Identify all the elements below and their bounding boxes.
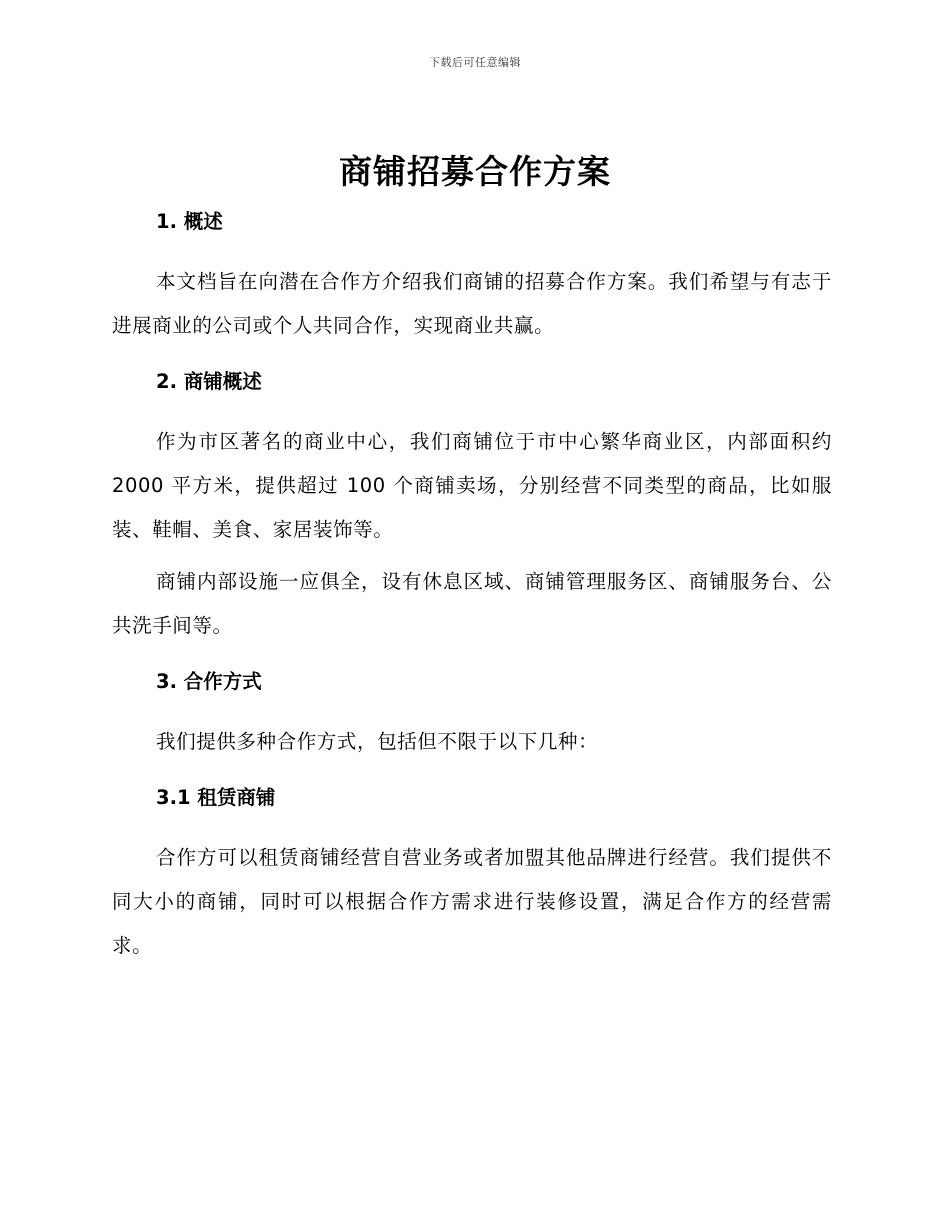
- paragraph: 作为市区著名的商业中心，我们商铺位于市中心繁华商业区，内部面积约 2000 平方米，提供超过 100 个商铺卖场，分别经营不同类型的商品，比如服装、鞋帽、美食、家居装饰等。: [112, 430, 832, 541]
- document-body: [112, 204, 832, 968]
- document-title: 商铺招募合作方案: [339, 152, 611, 191]
- section-heading: 3. 合作方式: [156, 670, 262, 693]
- section-heading: 1. 概述: [156, 210, 223, 233]
- section-overview: [112, 204, 832, 348]
- section-store-overview: [112, 364, 832, 648]
- page-header: 下载后可任意编辑: [429, 56, 521, 69]
- section-lease: [112, 780, 832, 968]
- section-heading: 2. 商铺概述: [156, 370, 262, 393]
- section-cooperation: [112, 664, 832, 764]
- section-heading: 3.1 租赁商铺: [156, 786, 276, 809]
- paragraph: 我们提供多种合作方式，包括但不限于以下几种：: [156, 730, 599, 753]
- paragraph: 商铺内部设施一应俱全，设有休息区域、商铺管理服务区、商铺服务台、公共洗手间等。: [112, 570, 832, 637]
- paragraph: 合作方可以租赁商铺经营自营业务或者加盟其他品牌进行经营。我们提供不同大小的商铺，同时可以根据合作方需求进行装修设置，满足合作方的经营需求。: [112, 846, 832, 957]
- paragraph: 本文档旨在向潜在合作方介绍我们商铺的招募合作方案。我们希望与有志于进展商业的公司或个人共同合作，实现商业共赢。: [112, 270, 832, 337]
